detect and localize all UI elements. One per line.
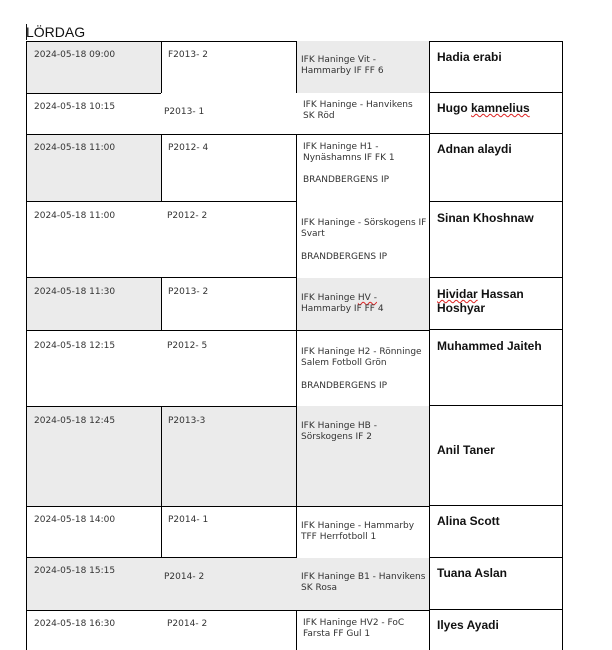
table-row [26, 610, 563, 650]
group-cell [161, 202, 297, 278]
group-cell [161, 506, 297, 558]
referee-name: Muhammed Jaiteh [437, 339, 542, 353]
referee-cell [429, 406, 563, 506]
age-group: P2013-3 [168, 416, 206, 426]
time-cell [26, 202, 161, 278]
match-teams [301, 293, 427, 314]
table-row [26, 406, 563, 506]
match-teams-part: IFK Haninge [301, 293, 358, 303]
match-time: 2024-05-18 14:00 [34, 515, 116, 525]
table-row [26, 278, 563, 330]
age-group: P2012- 5 [167, 341, 208, 351]
group-cell [161, 93, 297, 134]
referee-name: Sinan Khoshnaw [437, 211, 534, 225]
venue: BRANDBERGENS IP [301, 381, 388, 391]
match-time: 2024-05-18 12:15 [34, 341, 116, 351]
referee-name: Hadia erabi [437, 50, 502, 64]
match-teams: IFK Haninge - Sörskogens IF Svart [301, 218, 430, 239]
match-teams: IFK Haninge - Hanvikens SK Röd [303, 100, 416, 121]
time-cell [26, 41, 161, 93]
time-cell [26, 93, 161, 134]
age-group: F2013- 2 [168, 50, 208, 60]
referee-name: Anil Taner [437, 443, 495, 457]
venue: BRANDBERGENS IP [301, 252, 388, 262]
match-teams: IFK Haninge HV2 - FoC Farsta FF Gul 1 [303, 618, 408, 639]
table-row [26, 41, 563, 93]
referee-name-part: Hugo [437, 101, 471, 115]
match-time: 2024-05-18 10:15 [34, 102, 116, 112]
group-cell [161, 406, 297, 506]
referee-cell [429, 93, 563, 134]
time-cell [26, 278, 161, 330]
match-teams: IFK Haninge Vit - Hammarby IF FF 6 [301, 55, 384, 76]
time-cell [26, 330, 161, 406]
age-group: P2012- 4 [168, 143, 209, 153]
table-row [26, 202, 563, 278]
time-cell [26, 406, 161, 506]
match-teams-part: HV - [357, 293, 377, 303]
venue: BRANDBERGENS IP [303, 175, 390, 185]
match-time: 2024-05-18 16:30 [34, 619, 116, 629]
match-cell [297, 278, 429, 330]
match-time: 2024-05-18 11:00 [34, 143, 116, 153]
group-cell [161, 278, 297, 330]
age-group: P2013- 1 [164, 107, 205, 117]
match-time: 2024-05-18 11:30 [34, 287, 116, 297]
match-cell [297, 558, 429, 610]
table-row [26, 506, 563, 558]
match-cell [297, 134, 429, 202]
referee-cell [429, 202, 563, 278]
match-teams: IFK Haninge B1 - Hanvikens SK Rosa [301, 572, 429, 593]
referee-cell [429, 41, 563, 93]
table-row [26, 134, 563, 202]
match-cell [297, 93, 429, 134]
time-cell [26, 134, 161, 202]
table-row [26, 558, 563, 610]
time-cell [26, 610, 161, 650]
referee-name: Alina Scott [437, 514, 500, 528]
match-time: 2024-05-18 12:45 [34, 416, 116, 426]
table-row [26, 93, 563, 134]
match-teams: IFK Haninge HB - Sörskogens IF 2 [301, 421, 380, 442]
time-cell [26, 506, 161, 558]
match-teams-part: Hammarby IF FF 4 [301, 303, 384, 314]
age-group: P2014- 2 [164, 572, 205, 582]
match-time: 2024-05-18 09:00 [34, 50, 116, 60]
table-row [26, 330, 563, 406]
day-heading: LÖRDAG [26, 24, 86, 40]
referee-cell [429, 278, 563, 330]
group-cell [161, 558, 297, 610]
match-cell [297, 406, 429, 506]
match-teams: IFK Haninge H2 - Rönninge Salem Fotboll Grön [301, 347, 425, 368]
match-cell [297, 41, 429, 93]
referee-cell [429, 134, 563, 202]
match-cell [297, 506, 429, 558]
referee-name [437, 287, 557, 315]
referee-cell [429, 506, 563, 558]
referee-cell [429, 330, 563, 406]
group-cell [161, 134, 297, 202]
referee-name: Ilyes Ayadi [437, 618, 499, 632]
age-group: P2014- 2 [167, 619, 208, 629]
match-time: 2024-05-18 11:00 [34, 211, 116, 221]
age-group: P2013- 2 [168, 287, 209, 297]
referee-name-part: Hassan Hoshyar [437, 287, 524, 315]
time-cell [26, 558, 161, 610]
referee-name: Adnan alaydi [437, 142, 512, 156]
group-cell [161, 330, 297, 406]
age-group: P2014- 1 [168, 515, 209, 525]
match-time: 2024-05-18 15:15 [34, 566, 116, 576]
referee-name-part: Hividar [437, 287, 478, 301]
age-group: P2012- 2 [167, 211, 208, 221]
referee-name [437, 101, 530, 115]
referee-name: Tuana Aslan [437, 566, 508, 580]
match-cell [297, 610, 429, 650]
match-cell [297, 202, 429, 278]
group-cell [161, 610, 297, 650]
referee-cell [429, 610, 563, 650]
referee-name-part: kamnelius [471, 101, 530, 115]
match-cell [297, 330, 429, 406]
match-teams: IFK Haninge H1 - Nynäshamns IF FK 1 [303, 142, 395, 163]
group-cell [161, 41, 297, 93]
referee-cell [429, 558, 563, 610]
match-teams: IFK Haninge - Hammarby TFF Herrfotboll 1 [301, 521, 417, 542]
